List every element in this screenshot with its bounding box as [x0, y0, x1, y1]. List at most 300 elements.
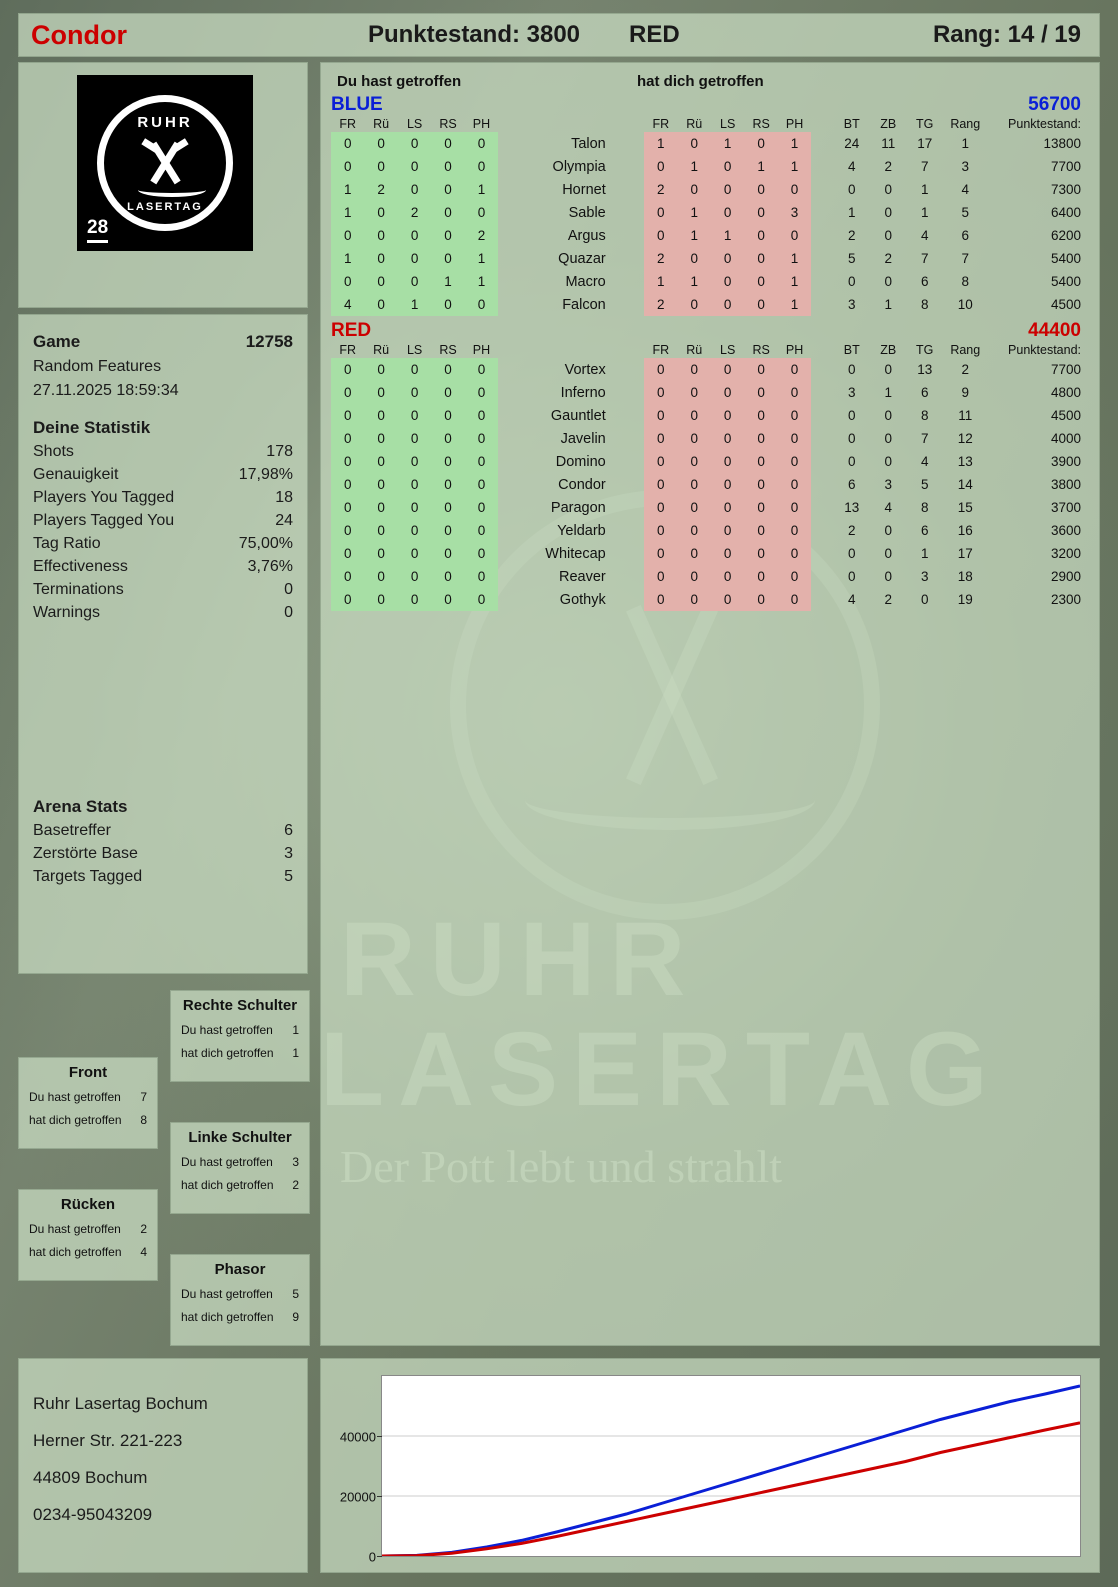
tg-cell: 8: [920, 297, 929, 312]
tagged-you-cell: 0: [711, 358, 744, 381]
header-cell: FR: [652, 117, 670, 131]
hitby-label: hat dich getroffen: [181, 1178, 274, 1192]
you-tagged-cell: 0: [465, 473, 498, 496]
game-mode: Random Features: [33, 358, 162, 375]
y-axis-tick-mark: [377, 1496, 382, 1497]
you-tagged-cell: 0: [398, 473, 431, 496]
logo-number: 28: [87, 217, 108, 243]
you-tagged-cell: 0: [398, 270, 431, 293]
opponent-name: Inferno: [560, 384, 606, 401]
body-panel-hit-row: [29, 1222, 147, 1236]
tagged-you-cell: 0: [644, 155, 677, 178]
tg-cell: 7: [920, 431, 929, 446]
header-cell: FR: [339, 343, 357, 357]
you-tagged-cell: 0: [364, 588, 397, 611]
spacer-cell: [811, 519, 833, 542]
you-tagged-cell: 0: [431, 427, 464, 450]
you-tagged-cell: 0: [364, 496, 397, 519]
opponent-name: Macro: [565, 273, 606, 290]
stat-row: [33, 535, 293, 553]
spacer-cell: [616, 155, 644, 178]
you-tagged-cell: 0: [398, 588, 431, 611]
tagged-you-cell: 0: [778, 404, 811, 427]
table-row: [331, 381, 1089, 404]
stat-value: 3,76%: [247, 558, 293, 575]
arena-stat-value: 3: [284, 845, 293, 862]
tagged-you-cell: 0: [711, 496, 744, 519]
body-panel-front: [18, 1057, 158, 1149]
tagged-you-cell: 0: [744, 588, 777, 611]
you-tagged-cell: 0: [364, 519, 397, 542]
tg-cell: 6: [920, 385, 929, 400]
spacer-cell: [811, 224, 833, 247]
bt-cell: 0: [848, 431, 856, 446]
hit-value: 7: [140, 1090, 147, 1104]
you-tagged-cell: 0: [431, 404, 464, 427]
tg-cell: 3: [920, 569, 929, 584]
you-tagged-cell: 0: [431, 155, 464, 178]
body-panel-hit-row: [181, 1287, 299, 1301]
spacer-cell: [811, 358, 833, 381]
player-rank: Rang: 14 / 19: [932, 21, 1081, 48]
you-tagged-cell: 0: [331, 496, 364, 519]
bt-cell: 6: [848, 477, 856, 492]
header-cell-points: Punktestand:: [1008, 117, 1081, 131]
stat-value: 178: [266, 443, 293, 460]
opponent-name: Olympia: [552, 158, 606, 175]
you-tagged-cell: 0: [364, 201, 397, 224]
bt-cell: 0: [848, 569, 856, 584]
game-datetime: 27.11.2025 18:59:34: [33, 382, 179, 399]
tagged-you-cell: 0: [711, 178, 744, 201]
spacer-cell: [616, 201, 644, 224]
tagged-you-cell: 1: [678, 201, 711, 224]
spacer-cell: [811, 542, 833, 565]
col-you-tagged: Du hast getroffen: [337, 73, 462, 90]
you-tagged-cell: 0: [431, 358, 464, 381]
you-tagged-cell: 0: [398, 178, 431, 201]
opponent-name: Domino: [555, 453, 606, 470]
you-tagged-cell: 0: [398, 132, 431, 155]
team-header: [331, 320, 1089, 342]
tagged-you-cell: 1: [678, 224, 711, 247]
body-panel-hitby-row: [181, 1178, 299, 1192]
tagged-you-cell: 0: [744, 201, 777, 224]
stat-label: Genauigkeit: [33, 466, 119, 483]
tagged-you-cell: 0: [744, 270, 777, 293]
tagged-you-cell: 0: [644, 519, 677, 542]
you-tagged-cell: 0: [331, 473, 364, 496]
body-panel-hitby-row: [29, 1245, 147, 1259]
you-tagged-cell: 0: [398, 519, 431, 542]
rang-cell: 11: [958, 408, 973, 423]
tg-cell: 6: [920, 274, 929, 289]
tagged-you-cell: 0: [744, 473, 777, 496]
spacer-cell: [616, 178, 644, 201]
tagged-you-cell: 1: [778, 247, 811, 270]
header-cell: RS: [439, 117, 457, 131]
you-tagged-cell: 0: [465, 381, 498, 404]
you-tagged-cell: 0: [398, 358, 431, 381]
header-cell: PH: [472, 343, 491, 357]
you-tagged-cell: 0: [331, 542, 364, 565]
tagged-you-cell: 0: [678, 473, 711, 496]
table-row: [331, 293, 1089, 316]
spacer-cell: [811, 201, 833, 224]
points-cell: 4800: [1050, 385, 1081, 400]
you-tagged-cell: 0: [364, 270, 397, 293]
tagged-you-cell: 1: [644, 132, 677, 155]
you-tagged-cell: 0: [465, 565, 498, 588]
table-row: [331, 404, 1089, 427]
table-row: [331, 496, 1089, 519]
points-cell: 3200: [1050, 546, 1081, 561]
you-tagged-cell: 0: [431, 519, 464, 542]
spacer-cell: [811, 565, 833, 588]
zb-cell: 0: [884, 431, 893, 446]
header-cell-name: [498, 342, 616, 358]
tagged-you-cell: 0: [744, 565, 777, 588]
you-tagged-cell: 0: [331, 358, 364, 381]
address-line: Ruhr Lasertag Bochum: [33, 1394, 208, 1413]
stat-value: 0: [284, 581, 293, 598]
header-cell: Rü: [686, 343, 703, 357]
tagged-you-cell: 0: [778, 178, 811, 201]
tagged-you-cell: 0: [778, 473, 811, 496]
bt-cell: 3: [848, 385, 856, 400]
tagged-you-cell: 0: [778, 565, 811, 588]
tagged-you-cell: 1: [678, 155, 711, 178]
spacer-cell: [811, 450, 833, 473]
points-cell: 2300: [1050, 592, 1081, 607]
you-tagged-cell: 0: [398, 450, 431, 473]
player-team: RED: [629, 21, 680, 48]
you-tagged-cell: 0: [465, 496, 498, 519]
logo-top-text: RUHR: [137, 114, 193, 131]
bt-cell: 2: [848, 228, 856, 243]
you-tagged-cell: 0: [431, 178, 464, 201]
tg-cell: 1: [920, 182, 929, 197]
stat-label: Terminations: [33, 581, 124, 598]
header-cell: ZB: [880, 117, 897, 131]
game-label: Game: [33, 332, 81, 351]
zb-cell: 2: [884, 251, 893, 266]
bt-cell: 4: [848, 159, 856, 174]
body-panel-hit-row: [29, 1090, 147, 1104]
bt-cell: 0: [848, 454, 856, 469]
tagged-you-cell: 1: [778, 293, 811, 316]
header-cell-points: Punktestand:: [1008, 343, 1081, 357]
bt-cell: 0: [848, 408, 856, 423]
you-tagged-cell: 0: [364, 224, 397, 247]
y-axis-tick-mark: [377, 1556, 382, 1557]
you-tagged-cell: 0: [465, 155, 498, 178]
table-row: [331, 270, 1089, 293]
spacer-cell: [616, 132, 644, 155]
you-tagged-cell: 0: [465, 293, 498, 316]
tagged-you-cell: 2: [644, 293, 677, 316]
tagged-you-cell: 1: [711, 132, 744, 155]
header-cell: RS: [752, 117, 770, 131]
tagged-you-cell: 0: [711, 519, 744, 542]
body-panel-hit-row: [181, 1023, 299, 1037]
tagged-you-cell: 0: [644, 224, 677, 247]
tagged-you-cell: 0: [678, 247, 711, 270]
tagged-you-cell: 0: [678, 588, 711, 611]
tagged-you-cell: 0: [678, 450, 711, 473]
header-cell: TG: [916, 117, 934, 131]
header-cell: PH: [785, 117, 804, 131]
hit-label: Du hast getroffen: [29, 1222, 121, 1236]
you-tagged-cell: 0: [398, 224, 431, 247]
tg-cell: 5: [920, 477, 929, 492]
tagged-you-cell: 0: [711, 404, 744, 427]
table-row: [331, 155, 1089, 178]
table-row: [331, 519, 1089, 542]
table-row: [331, 201, 1089, 224]
spacer-cell: [616, 588, 644, 611]
points-cell: 4000: [1050, 431, 1081, 446]
spacer-cell: [811, 155, 833, 178]
you-tagged-cell: 0: [364, 565, 397, 588]
zb-cell: 11: [881, 136, 896, 151]
body-panel-hitby-row: [181, 1046, 299, 1060]
table-row: [331, 224, 1089, 247]
tagged-you-cell: 0: [778, 496, 811, 519]
spacer-cell: [811, 132, 833, 155]
you-tagged-cell: 0: [431, 542, 464, 565]
zb-cell: 4: [884, 500, 893, 515]
tagged-you-cell: 0: [711, 293, 744, 316]
tagged-you-cell: 0: [678, 178, 711, 201]
you-tagged-cell: 2: [398, 201, 431, 224]
crossed-hammers-icon: [138, 140, 192, 186]
tagged-you-cell: 0: [711, 565, 744, 588]
hitby-value: 4: [140, 1245, 147, 1259]
spacer-cell: [616, 381, 644, 404]
you-tagged-cell: 0: [431, 293, 464, 316]
opponent-name: Talon: [571, 135, 606, 152]
tagged-you-cell: 0: [678, 496, 711, 519]
player-name: Condor: [31, 19, 127, 50]
you-tagged-cell: 1: [465, 270, 498, 293]
tagged-you-cell: 3: [778, 201, 811, 224]
table-row: [331, 450, 1089, 473]
header-cell: FR: [339, 117, 357, 131]
you-tagged-cell: 0: [465, 132, 498, 155]
zb-cell: 0: [884, 228, 893, 243]
zb-cell: 3: [884, 477, 893, 492]
you-tagged-cell: 0: [364, 450, 397, 473]
you-tagged-cell: 2: [364, 178, 397, 201]
hit-value: 5: [292, 1287, 299, 1301]
points-cell: 7700: [1050, 362, 1081, 377]
hitby-label: hat dich getroffen: [29, 1245, 122, 1259]
tagged-you-cell: 0: [644, 565, 677, 588]
hit-value: 2: [140, 1222, 147, 1236]
you-tagged-cell: 0: [398, 247, 431, 270]
stat-row: [33, 512, 293, 530]
tagged-you-cell: 0: [644, 496, 677, 519]
rang-cell: 4: [961, 182, 970, 197]
tagged-you-cell: 0: [778, 358, 811, 381]
stat-row: [33, 581, 293, 599]
hitby-value: 8: [140, 1113, 147, 1127]
team-table: [331, 116, 1089, 316]
points-cell: 4500: [1050, 408, 1081, 423]
logo-wave-icon: [138, 183, 206, 197]
series-line-red: [382, 1423, 1080, 1556]
tagged-you-cell: 0: [744, 542, 777, 565]
points-cell: 5400: [1050, 251, 1081, 266]
stat-label: Tag Ratio: [33, 535, 101, 552]
tagged-you-cell: 0: [744, 404, 777, 427]
arena-stat-label: Targets Tagged: [33, 868, 143, 885]
opponent-name: Yeldarb: [557, 522, 606, 539]
you-tagged-cell: 0: [398, 427, 431, 450]
you-tagged-cell: 0: [398, 381, 431, 404]
tagged-you-cell: 1: [711, 224, 744, 247]
header-cell-gap: [616, 342, 644, 358]
you-tagged-cell: 0: [465, 358, 498, 381]
zb-cell: 2: [884, 159, 893, 174]
arena-stat-value: 5: [284, 868, 293, 885]
header-cell: Rü: [373, 117, 390, 131]
stat-label: Warnings: [33, 604, 100, 621]
header-cell-gap: [811, 342, 833, 358]
you-tagged-cell: 2: [465, 224, 498, 247]
table-row: [331, 427, 1089, 450]
header-cell: BT: [843, 343, 860, 357]
hammer-head-right-icon: [171, 138, 188, 152]
you-tagged-cell: 0: [331, 588, 364, 611]
tagged-you-cell: 0: [678, 381, 711, 404]
opponent-name: Argus: [567, 227, 606, 244]
opponent-name: Javelin: [560, 430, 606, 447]
you-tagged-cell: 0: [364, 473, 397, 496]
hit-value: 3: [292, 1155, 299, 1169]
header-cell-gap: [616, 116, 644, 132]
team-name: RED: [331, 320, 372, 341]
spacer-cell: [616, 224, 644, 247]
y-axis-tick-label: 20000: [339, 1489, 376, 1505]
spacer-cell: [616, 358, 644, 381]
tagged-you-cell: 0: [644, 542, 677, 565]
points-cell: 6200: [1050, 228, 1081, 243]
points-cell: 3700: [1050, 500, 1081, 515]
tagged-you-cell: 0: [678, 519, 711, 542]
arena-stat-value: 6: [284, 822, 293, 839]
stat-row: [33, 489, 293, 507]
header-cell: Rü: [373, 343, 390, 357]
you-tagged-cell: 0: [331, 132, 364, 155]
tagged-you-cell: 0: [778, 542, 811, 565]
spacer-cell: [616, 427, 644, 450]
body-panel-linke-schulter: [170, 1122, 310, 1214]
stat-row: [33, 604, 293, 622]
spacer-cell: [811, 270, 833, 293]
spacer-cell: [811, 496, 833, 519]
you-tagged-cell: 0: [364, 381, 397, 404]
tagged-you-cell: 0: [644, 381, 677, 404]
you-tagged-cell: 1: [465, 247, 498, 270]
hit-label: Du hast getroffen: [29, 1090, 121, 1104]
game-info-header: [33, 332, 293, 352]
tagged-you-cell: 0: [711, 270, 744, 293]
stat-label: Players Tagged You: [33, 512, 175, 529]
table-row: [331, 247, 1089, 270]
spacer-cell: [616, 270, 644, 293]
hit-label: Du hast getroffen: [181, 1287, 273, 1301]
spacer-cell: [616, 293, 644, 316]
you-tagged-cell: 0: [431, 381, 464, 404]
tagged-you-cell: 1: [778, 132, 811, 155]
you-tagged-cell: 0: [331, 155, 364, 178]
you-tagged-cell: 0: [398, 404, 431, 427]
you-tagged-cell: 0: [431, 496, 464, 519]
header-cell: RS: [752, 343, 770, 357]
tagged-you-cell: 0: [744, 519, 777, 542]
you-tagged-cell: 0: [431, 565, 464, 588]
table-row: [331, 358, 1089, 381]
stat-value: 17,98%: [238, 466, 293, 483]
body-panel-hitby-row: [29, 1113, 147, 1127]
spacer-cell: [811, 178, 833, 201]
tg-cell: 7: [920, 159, 929, 174]
body-panel-phasor: [170, 1254, 310, 1346]
points-cell: 3800: [1050, 477, 1081, 492]
you-tagged-cell: 4: [331, 293, 364, 316]
header-cell-name: [498, 116, 616, 132]
tagged-you-cell: 2: [644, 178, 677, 201]
rang-cell: 1: [961, 136, 970, 151]
team-score: 44400: [1028, 320, 1081, 341]
you-tagged-cell: 0: [364, 404, 397, 427]
opponent-name: Vortex: [564, 361, 606, 378]
zb-cell: 0: [884, 362, 893, 377]
scoreboard-panel: [320, 62, 1100, 1346]
hitby-label: hat dich getroffen: [181, 1046, 274, 1060]
rang-cell: 9: [961, 385, 970, 400]
hit-label: Du hast getroffen: [181, 1155, 273, 1169]
tagged-you-cell: 0: [744, 247, 777, 270]
opponent-name: Reaver: [558, 568, 606, 585]
table-header-row: [331, 116, 1089, 132]
opponent-name: Condor: [558, 476, 606, 493]
hammer-head-left-icon: [141, 138, 158, 152]
arena-stat-row: [33, 822, 293, 840]
tg-cell: 8: [920, 500, 929, 515]
you-tagged-cell: 0: [364, 155, 397, 178]
you-tagged-cell: 0: [331, 270, 364, 293]
team-table: [331, 342, 1089, 611]
tagged-you-cell: 0: [711, 542, 744, 565]
opponent-name: Paragon: [550, 499, 606, 516]
body-panel-hitby-row: [181, 1310, 299, 1324]
tagged-you-cell: 0: [744, 427, 777, 450]
tagged-you-cell: 2: [644, 247, 677, 270]
body-panel-title: Phasor: [214, 1261, 266, 1278]
score-progress-chart: [320, 1358, 1100, 1573]
tg-cell: 1: [920, 546, 929, 561]
you-tagged-cell: 0: [431, 588, 464, 611]
tagged-you-cell: 0: [744, 450, 777, 473]
opponent-name: Whitecap: [545, 545, 606, 562]
rang-cell: 6: [961, 228, 970, 243]
rang-cell: 3: [961, 159, 970, 174]
body-panel-title: Rechte Schulter: [182, 997, 298, 1014]
you-tagged-cell: 0: [465, 201, 498, 224]
